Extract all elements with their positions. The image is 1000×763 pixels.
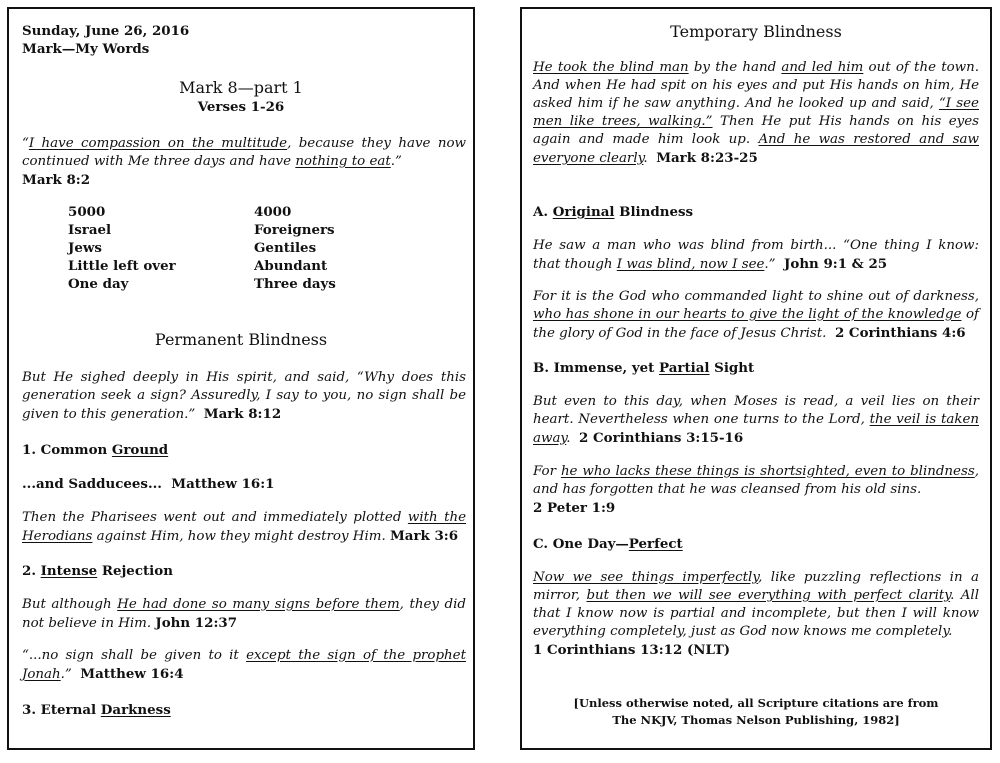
- underline-text: Original: [552, 204, 615, 220]
- page-subtitle: Verses 1-26: [197, 99, 285, 115]
- point-label: 1. Common: [22, 442, 112, 458]
- underline-text: who has shone in our hearts to give the light of the knowledge: [533, 307, 962, 322]
- comparison-item: Three days: [254, 276, 336, 292]
- verse-text: out of the town. And when He had spit on his eyes and put His hands on him, He asked him if he saw anything. And he looked up and said,: [533, 60, 979, 111]
- underline-text: “I see men like trees, walking.”: [533, 96, 979, 129]
- verse-text: .: [566, 431, 571, 446]
- verse-text: Then He put His hands on his eyes again and made him look up.: [533, 114, 979, 147]
- comparison-item: Israel: [68, 222, 112, 238]
- underline-text: except the sign of the prophet Jonah: [22, 648, 466, 682]
- verse-reference: Mark 8:2: [22, 172, 91, 188]
- verse-1-cor-13-12: [533, 569, 979, 641]
- verse-2-cor-4-6: [533, 288, 979, 343]
- verse-text: .: [643, 151, 648, 166]
- point-c-heading: [533, 535, 683, 553]
- underline-text: with the Herodians: [22, 510, 466, 544]
- underline-text: and led him: [781, 60, 864, 75]
- text: ...and Sadducees...: [22, 476, 162, 492]
- verse-text: For it is the God who commanded light to shine out of darkness,: [533, 289, 979, 304]
- verse-text: of the glory of God in the face of Jesus Christ.: [533, 307, 979, 341]
- point-label: B. Immense, yet: [533, 360, 660, 376]
- point-1-heading: [22, 441, 168, 459]
- point-label: C. One Day—: [533, 536, 629, 552]
- point-label: Blindness: [614, 204, 694, 220]
- point-label: Sight: [709, 360, 755, 376]
- underline-text: I have compassion on the multitude: [28, 136, 288, 151]
- verse-text: .”: [390, 154, 402, 169]
- underline-text: Perfect: [628, 536, 683, 552]
- point-a-heading: [533, 203, 693, 221]
- footnote-line-1: [Unless otherwise noted, all Scripture citations are from: [573, 696, 939, 710]
- verse-reference: Matthew 16:4: [80, 666, 184, 682]
- verse-john-9: [533, 237, 979, 274]
- verse-mark-8-23-25: [533, 59, 979, 168]
- underline-text: He had done so many signs before them: [117, 597, 400, 612]
- verse-text: .”: [764, 257, 776, 272]
- verse-text: Then the Pharisees went out and immediately plotted: [22, 510, 408, 525]
- verse-text: , because they have now continued with Me three days and have: [22, 136, 466, 169]
- sermon-series: Mark—My Words: [22, 41, 150, 57]
- footnote-line-2: The NKJV, Thomas Nelson Publishing, 1982]: [612, 713, 900, 727]
- underline-text: He took the blind man: [533, 60, 689, 75]
- verse-john-12-37: [22, 596, 466, 633]
- verse-text: . All that I know now is partial and incomplete, but then I will know everything completely, just as God now knows me completely.: [533, 588, 979, 639]
- verse-mark-8-12: [22, 369, 466, 424]
- underline-text: I was blind, now I see: [616, 257, 765, 272]
- underline-text: the veil is taken away: [533, 412, 979, 446]
- verse-mark-8-2: [22, 135, 466, 171]
- verse-text: , like puzzling reflections in a mirror,: [533, 570, 979, 603]
- underline-text: Now we see things imperfectly: [533, 570, 759, 585]
- underline-text: Intense: [40, 563, 98, 579]
- verse-text: But even to this day, when Moses is read, a veil lies on their heart. Nevertheless when one turns to the Lord,: [533, 394, 979, 427]
- sadducees-line: [22, 475, 275, 493]
- verse-text: But He sighed deeply in His spirit, and said, “Why does this generation seek a sign? Assuredly, I say to you, no sign shall be given to this generation.”: [22, 370, 466, 422]
- verse-reference: Mark 8:12: [203, 406, 282, 422]
- underline-text: but then we will see everything with perfect clarity: [586, 588, 951, 603]
- comparison-item: Foreigners: [254, 222, 335, 238]
- verse-text: by the hand: [688, 60, 782, 75]
- underline-text: Darkness: [100, 702, 171, 718]
- point-label: A.: [533, 204, 553, 220]
- comparison-item: 5000: [68, 204, 106, 220]
- verse-matthew-16-4: [22, 647, 466, 684]
- verse-text: .”: [60, 667, 72, 682]
- verse-text: “...no sign shall be given to it: [22, 648, 247, 663]
- sermon-date: Sunday, June 26, 2016: [22, 23, 190, 39]
- verse-text: But although: [22, 597, 118, 612]
- verse-reference: John 9:1 & 25: [784, 256, 888, 272]
- point-3-heading: [22, 701, 171, 719]
- right-page: [520, 7, 992, 750]
- point-label: 2.: [22, 563, 41, 579]
- verse-reference: 2 Corinthians 3:15-16: [579, 430, 744, 446]
- comparison-item: 4000: [254, 204, 292, 220]
- verse-reference: Mark 3:6: [389, 528, 459, 544]
- underline-text: Partial: [659, 360, 710, 376]
- verse-2-peter-1-9: [533, 463, 979, 499]
- verse-reference: 2 Corinthians 4:6: [834, 325, 966, 341]
- page-title: Temporary Blindness: [670, 22, 842, 41]
- verse-2-cor-3: [533, 393, 979, 448]
- point-label: Rejection: [97, 563, 173, 579]
- verse-reference: Mark 8:23-25: [656, 150, 758, 166]
- verse-reference: 1 Corinthians 13:12 (NLT): [533, 642, 731, 658]
- page-title: Mark 8—part 1: [179, 78, 303, 97]
- verse-reference: Matthew 16:1: [171, 476, 275, 492]
- verse-reference: John 12:37: [155, 615, 238, 631]
- quote-open: “: [22, 136, 29, 151]
- verse-text: , and has forgotten that he was cleansed from his old sins.: [533, 464, 979, 497]
- section-heading: Permanent Blindness: [154, 330, 328, 349]
- underline-text: he who lacks these things is shortsighted, even to blindness: [560, 464, 975, 479]
- point-b-heading: [533, 359, 754, 377]
- comparison-item: Jews: [68, 240, 102, 256]
- point-label: 3. Eternal: [22, 702, 101, 718]
- verse-text: against Him, how they might destroy Him.: [92, 529, 386, 544]
- comparison-item: Abundant: [254, 258, 328, 274]
- verse-text: For: [533, 464, 561, 479]
- comparison-item: One day: [68, 276, 129, 292]
- underline-text: And he was restored and saw everyone clearly: [533, 132, 979, 166]
- verse-text: , they did not believe in Him.: [22, 597, 466, 631]
- underline-text: nothing to eat: [295, 154, 391, 169]
- verse-reference: 2 Peter 1:9: [533, 500, 616, 516]
- underline-text: Ground: [111, 442, 169, 458]
- point-2-heading: [22, 562, 173, 580]
- left-page: [7, 7, 475, 750]
- verse-mark-3-6: [22, 509, 466, 546]
- verse-text: He saw a man who was blind from birth... “One thing I know: that though: [533, 238, 979, 272]
- comparison-item: Little left over: [68, 258, 176, 274]
- comparison-item: Gentiles: [254, 240, 317, 256]
